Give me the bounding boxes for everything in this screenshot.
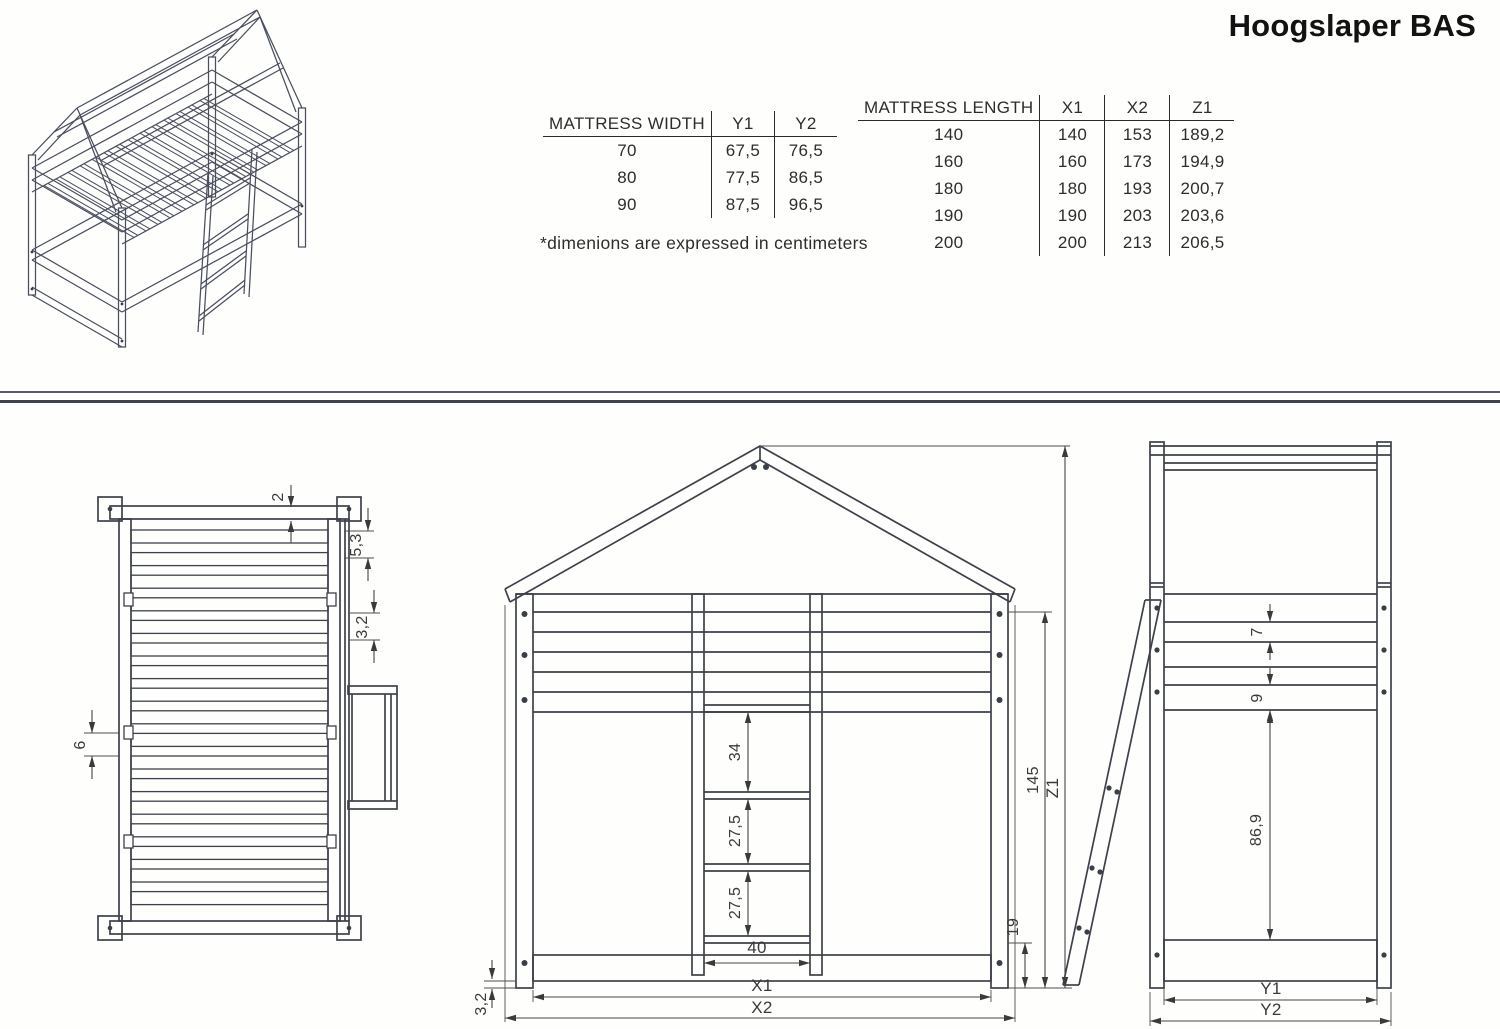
plan-view-drawing <box>72 485 397 940</box>
dim-rail-gap-upper: 7 <box>1249 627 1266 637</box>
table-row <box>858 175 1234 202</box>
table-row <box>858 148 1234 175</box>
table-row <box>543 137 837 165</box>
cell: 180 <box>934 178 964 198</box>
dim-plan-slat-step: 3,2 <box>354 615 371 639</box>
col-header: X1 <box>1040 95 1105 121</box>
dim-rung-top-gap: 34 <box>727 742 744 762</box>
cell: 77,5 <box>711 164 774 191</box>
cell: 160 <box>1040 148 1105 175</box>
cell: 140 <box>1040 121 1105 149</box>
cell: 180 <box>1040 175 1105 202</box>
cell: 200 <box>934 232 964 252</box>
cell: 173 <box>1105 148 1170 175</box>
units-note: *dimenions are expressed in centimeters <box>540 233 868 253</box>
table-row <box>858 202 1234 229</box>
table-header-row <box>858 95 1234 121</box>
cell: 90 <box>617 194 637 214</box>
dim-y1: Y1 <box>1260 979 1282 998</box>
table-row <box>543 164 837 191</box>
table-row <box>858 121 1234 149</box>
plan-slats <box>131 530 328 905</box>
orthographic-views <box>0 405 1500 1029</box>
plan-clips <box>124 593 336 848</box>
isometric-view <box>12 2 347 372</box>
dim-platform-height: 145 <box>1025 766 1042 794</box>
cell: 190 <box>934 205 964 225</box>
dim-plan-slat-gap: 6 <box>72 740 89 750</box>
plan-bolts <box>108 507 352 931</box>
cell: 153 <box>1105 121 1170 149</box>
dim-rung-gap-lower: 27,5 <box>727 886 744 920</box>
col-header: Y1 <box>711 111 774 137</box>
dim-plan-top-offset: 5,3 <box>348 533 365 557</box>
cell: 80 <box>617 167 637 187</box>
dim-x2: X2 <box>751 998 773 1017</box>
dim-rung-gap-upper: 27,5 <box>727 814 744 848</box>
col-header: X2 <box>1105 95 1170 121</box>
col-header: Y2 <box>774 111 837 137</box>
cell: 193 <box>1105 175 1170 202</box>
cell: 87,5 <box>711 191 774 218</box>
dim-y2: Y2 <box>1260 1000 1282 1019</box>
dim-base-offset: 3,2 <box>473 992 490 1016</box>
dim-x1: X1 <box>751 976 773 995</box>
dim-z1: Z1 <box>1043 777 1062 799</box>
cell: 76,5 <box>774 137 837 165</box>
dim-bottom-rung-height: 19 <box>1005 917 1022 937</box>
table-row <box>543 191 837 218</box>
side-view-drawing <box>1063 442 1391 1026</box>
cell: 70 <box>617 140 637 160</box>
col-header: MATTRESS WIDTH <box>543 111 711 137</box>
cell: 213 <box>1105 229 1170 256</box>
iso-frame <box>32 10 302 347</box>
cell: 203,6 <box>1170 202 1235 229</box>
cell: 200 <box>1040 229 1105 256</box>
cell: 96,5 <box>774 191 837 218</box>
cell: 67,5 <box>711 137 774 165</box>
cell: 206,5 <box>1170 229 1235 256</box>
col-header: Z1 <box>1170 95 1235 121</box>
dim-ladder-width: 40 <box>747 938 767 957</box>
front-view-drawing <box>473 446 1072 1022</box>
col-header: MATTRESS LENGTH <box>858 95 1040 121</box>
mattress-length-table <box>858 95 1234 256</box>
cell: 140 <box>934 124 964 144</box>
table-row <box>858 229 1234 256</box>
dim-under-clearance: 86,9 <box>1248 813 1265 847</box>
dim-rail-gap-lower: 9 <box>1249 693 1266 703</box>
page-title: Hoogslaper BAS <box>1228 8 1476 43</box>
cell: 203 <box>1105 202 1170 229</box>
cell: 190 <box>1040 202 1105 229</box>
table-header-row <box>543 111 837 137</box>
dim-plan-beam: 2 <box>270 492 287 502</box>
cell: 200,7 <box>1170 175 1235 202</box>
cell: 160 <box>934 151 964 171</box>
mattress-width-table <box>543 111 837 218</box>
section-divider <box>0 391 1500 403</box>
cell: 189,2 <box>1170 121 1235 149</box>
cell: 194,9 <box>1170 148 1235 175</box>
cell: 86,5 <box>774 164 837 191</box>
